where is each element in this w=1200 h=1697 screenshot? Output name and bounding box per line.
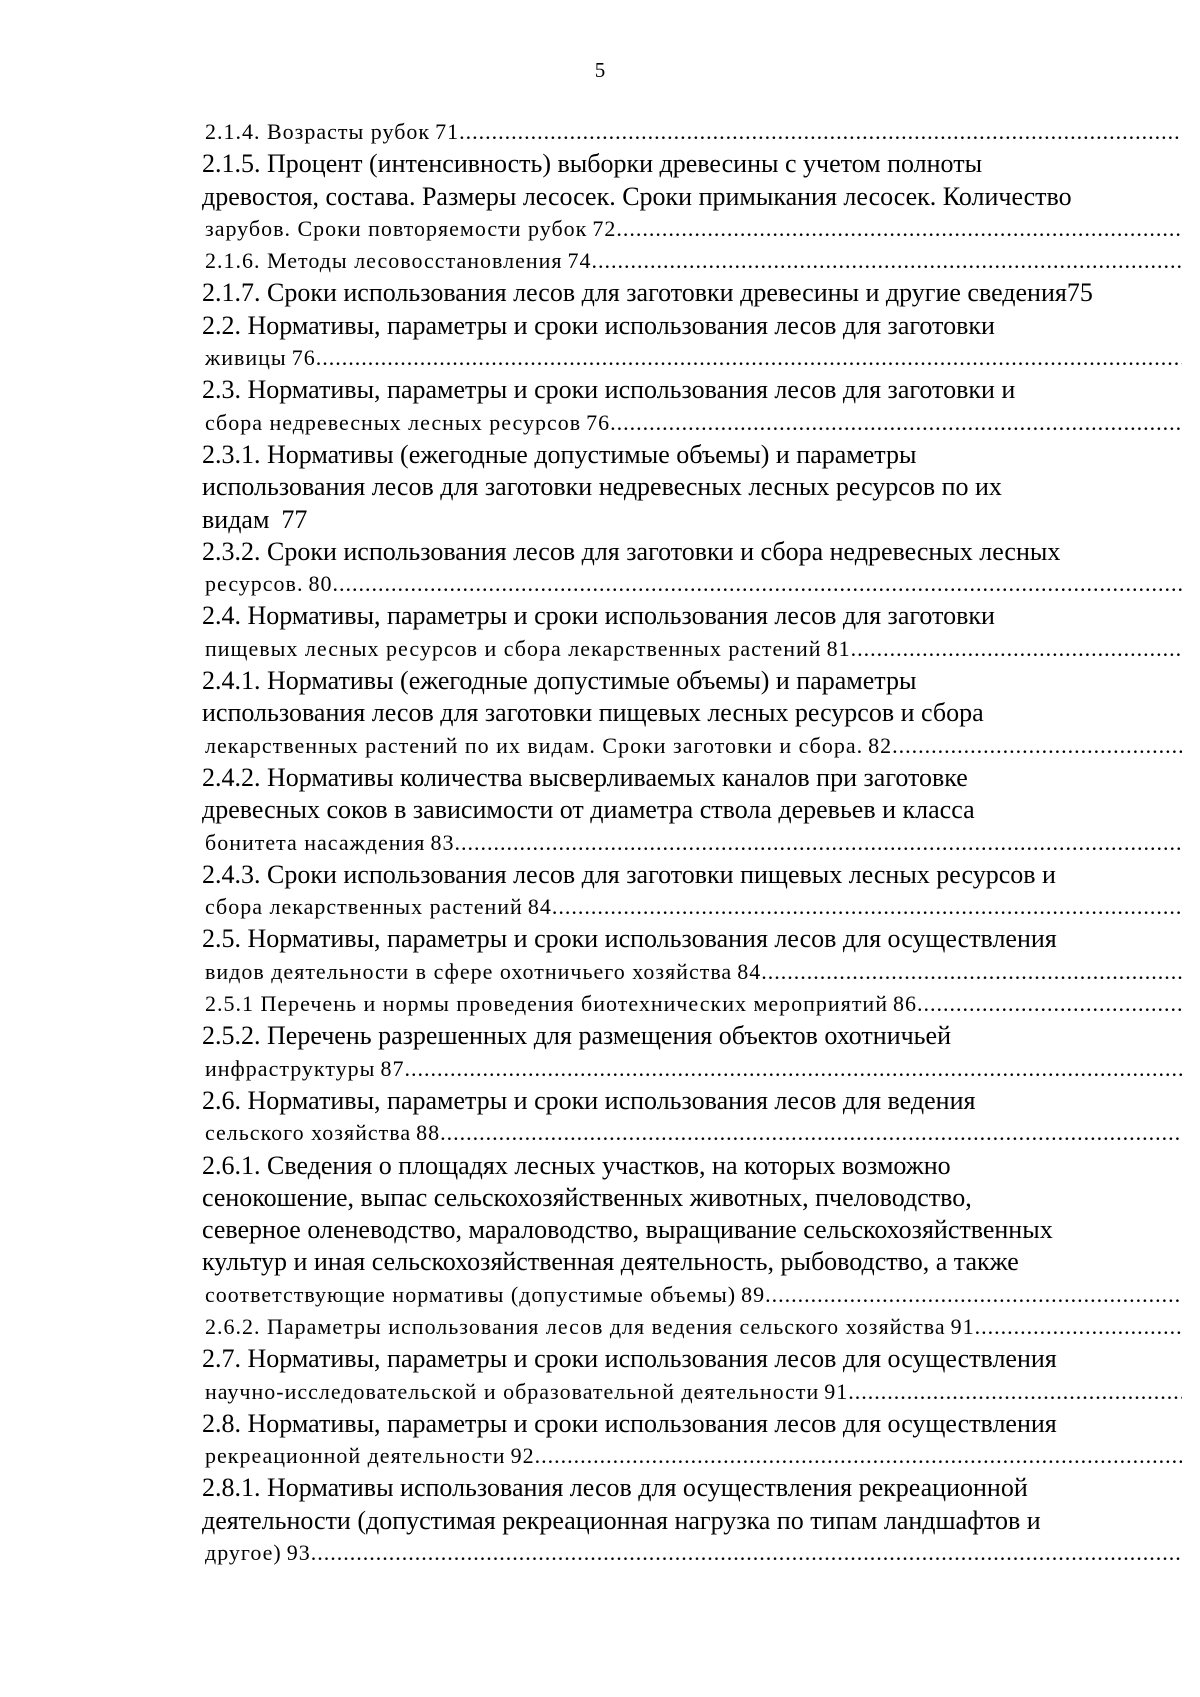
toc-entry-text: 2.1.4. Возрасты рубок	[205, 119, 431, 144]
toc-entry-line	[202, 277, 1184, 309]
toc-entry-line	[205, 1537, 1182, 1569]
toc-entry-line	[205, 1440, 1182, 1472]
toc-entry-text: 2.4.3. Сроки использования лесов для заготовки пищевых лесных ресурсов и	[202, 859, 1056, 889]
toc-entry-line	[205, 1376, 1182, 1408]
toc-entry-line	[205, 1053, 1182, 1085]
toc-entry-text: использования лесов для заготовки пищевых лесных ресурсов и сбора	[202, 698, 984, 728]
toc-entry-text: 2.2. Нормативы, параметры и сроки использования лесов для заготовки	[202, 310, 995, 340]
toc-entry-text: 2.7. Нормативы, параметры и сроки использования лесов для осуществления	[202, 1344, 1057, 1374]
toc-entry-line	[202, 310, 1184, 342]
toc-entry-text: зарубов. Сроки повторяемости рубок	[205, 215, 588, 241]
toc-page-number: 76	[291, 345, 316, 371]
toc-entry-text: 2.5. Нормативы, параметры и сроки использования лесов для осуществления	[202, 924, 1057, 954]
toc-page-number: 76	[586, 409, 611, 435]
toc-entry[interactable]	[202, 1408, 1184, 1473]
toc-entry-line	[202, 1472, 1184, 1504]
toc-entry-line	[202, 536, 1184, 568]
toc-entry-text: 2.4.1. Нормативы (ежегодные допустимые объемы) и параметры	[202, 666, 917, 696]
toc-page-number: 81	[826, 635, 851, 661]
toc-entry-text: соответствующие нормативы (допустимые объемы)	[205, 1281, 737, 1307]
toc-entry-text: видов деятельности в сфере охотничьего хозяйства	[205, 958, 733, 984]
toc-entry-text: 2.6.2. Параметры использования лесов для ведения сельского хозяйства	[205, 1313, 946, 1339]
toc-entry[interactable]	[202, 245, 1184, 277]
toc-entry-line	[202, 1020, 1184, 1052]
toc-entry-text: культур и иная сельскохозяйственная деятельность, рыбоводство, а также	[202, 1247, 1019, 1277]
toc-entry-line	[205, 1279, 1182, 1311]
table-of-contents	[202, 116, 1184, 1569]
toc-entry-line	[205, 988, 1182, 1020]
toc-page-number: 91	[950, 1313, 975, 1339]
toc-entry-line	[202, 600, 1184, 632]
toc-entry[interactable]	[202, 1311, 1184, 1343]
toc-entry-text: 2.1.6. Методы лесовосстановления	[205, 248, 563, 274]
toc-entry-text: видам	[202, 504, 270, 534]
toc-entry-text: научно-исследовательской и образовательной деятельности	[205, 1378, 820, 1404]
toc-entry-text: 2.5.1 Перечень и нормы проведения биотехнических мероприятий	[205, 991, 888, 1017]
toc-entry-text: сбора недревесных лесных ресурсов	[205, 409, 582, 435]
toc-entry-line	[202, 1505, 1184, 1537]
toc-entry-line	[205, 633, 1182, 665]
toc-entry-line	[205, 342, 1182, 374]
toc-entry-line	[205, 1117, 1182, 1149]
toc-entry-line	[202, 1214, 1184, 1246]
toc-entry-text: бонитета насаждения	[205, 829, 426, 855]
toc-entry-text: рекреационной деятельности	[205, 1443, 506, 1469]
toc-entry-text: 2.4. Нормативы, параметры и сроки использования лесов для заготовки	[202, 601, 995, 631]
toc-entry-text: использования лесов для заготовки недревесных лесных ресурсов по их	[202, 472, 1002, 502]
toc-entry-line	[205, 827, 1182, 859]
toc-page-number: 74	[567, 248, 592, 274]
toc-entry-line	[202, 1343, 1184, 1375]
toc-entry-text: древесных соков в зависимости от диаметра ствола деревьев и класса	[202, 795, 975, 825]
toc-entry-text: 2.8.1. Нормативы использования лесов для осуществления рекреационной	[202, 1473, 1028, 1503]
toc-entry-line	[205, 213, 1182, 245]
toc-page-number: 84	[737, 958, 762, 984]
toc-entry-line	[202, 1150, 1184, 1182]
toc-entry[interactable]	[202, 1020, 1184, 1085]
toc-page-number: 82	[868, 732, 893, 758]
toc-entry-text: древостоя, состава. Размеры лесосек. Сроки примыкания лесосек. Количество	[202, 181, 1072, 211]
toc-entry-line	[202, 439, 1184, 471]
page-number: 5	[594, 58, 606, 82]
toc-entry[interactable]	[202, 277, 1184, 309]
toc-entry-line	[202, 1246, 1184, 1278]
toc-entry-text: 2.4.2. Нормативы количества высверливаемых каналов при заготовке	[202, 762, 968, 792]
toc-page-number: 89	[741, 1281, 766, 1307]
toc-page-number: 80	[308, 571, 333, 597]
toc-entry-text: 2.6. Нормативы, параметры и сроки использования лесов для ведения	[202, 1085, 976, 1115]
toc-entry-text: живицы	[205, 345, 287, 371]
toc-entry-text: ресурсов.	[205, 571, 304, 597]
toc-entry-line	[205, 116, 1182, 148]
toc-entry[interactable]	[202, 859, 1184, 924]
toc-entry[interactable]	[202, 116, 1184, 148]
toc-entry-text: 2.6.1. Сведения о площадях лесных участков, на которых возможно	[202, 1150, 951, 1180]
toc-entry-line	[205, 891, 1182, 923]
toc-entry-text: 2.5.2. Перечень разрешенных для размещения объектов охотничьей	[202, 1021, 951, 1051]
toc-page-number: 88	[416, 1120, 441, 1146]
toc-entry-text: сбора лекарственных растений	[205, 894, 523, 920]
toc-entry-line	[202, 374, 1184, 406]
toc-entry[interactable]	[202, 1085, 1184, 1150]
toc-entry-text: другое)	[205, 1540, 282, 1566]
toc-entry-text: 2.1.5. Процент (интенсивность) выборки древесины с учетом полноты	[202, 149, 983, 179]
toc-entry-line	[202, 665, 1184, 697]
toc-entry-line	[202, 762, 1184, 794]
toc-entry[interactable]	[202, 1472, 1184, 1569]
toc-entry-line	[202, 148, 1184, 180]
toc-entry[interactable]	[202, 665, 1184, 762]
toc-entry[interactable]	[202, 762, 1184, 859]
toc-entry-line	[202, 697, 1184, 729]
toc-entry-text: северное оленеводство, мараловодство, выращивание сельскохозяйственных	[202, 1215, 1053, 1245]
toc-entry-line	[202, 181, 1184, 213]
toc-entry-text: деятельности (допустимая рекреационная нагрузка по типам ландшафтов и	[202, 1505, 1041, 1535]
toc-page-number: 71	[435, 119, 460, 144]
toc-entry-line	[202, 794, 1184, 826]
toc-entry[interactable]	[202, 536, 1184, 601]
toc-entry[interactable]	[202, 923, 1184, 988]
toc-entry-line	[202, 471, 1184, 503]
toc-entry-line	[202, 504, 1184, 536]
toc-entry-text: 2.3.1. Нормативы (ежегодные допустимые объемы) и параметры	[202, 439, 917, 469]
toc-entry-text: 2.3. Нормативы, параметры и сроки использования лесов для заготовки и	[202, 375, 1016, 405]
toc-entry-line	[202, 1085, 1184, 1117]
toc-entry[interactable]	[202, 374, 1184, 439]
toc-page-number: 86	[892, 991, 917, 1017]
toc-entry[interactable]	[202, 1150, 1184, 1311]
toc-entry-line	[205, 407, 1182, 439]
toc-entry-line	[202, 923, 1184, 955]
toc-page-number: 92	[510, 1443, 535, 1469]
toc-page-number: 91	[824, 1378, 849, 1404]
toc-entry-text: сельского хозяйства	[205, 1120, 412, 1146]
toc-entry[interactable]	[202, 988, 1184, 1020]
toc-entry[interactable]	[202, 310, 1184, 375]
toc-entry-line	[205, 730, 1182, 762]
toc-entry-text: инфраструктуры	[205, 1055, 376, 1081]
toc-page-number: 93	[286, 1540, 311, 1566]
toc-entry-text: 2.1.7. Сроки использования лесов для заготовки древесины и другие сведения	[202, 278, 1067, 308]
toc-entry[interactable]	[202, 1343, 1184, 1408]
toc-page-number: 83	[430, 829, 455, 855]
toc-entry-line	[202, 1182, 1184, 1214]
toc-entry-text: 2.8. Нормативы, параметры и сроки использования лесов для осуществления	[202, 1408, 1057, 1438]
toc-page-number: 77	[281, 504, 308, 534]
toc-entry-text: 2.3.2. Сроки использования лесов для заготовки и сбора недревесных лесных	[202, 536, 1061, 566]
toc-entry-line	[205, 245, 1182, 277]
toc-entry-line	[205, 1311, 1182, 1343]
toc-entry-line	[202, 859, 1184, 891]
toc-entry[interactable]	[202, 600, 1184, 665]
toc-entry-text: пищевых лесных ресурсов и сбора лекарственных растений	[205, 635, 822, 661]
toc-entry-line	[205, 956, 1182, 988]
toc-entry-line	[202, 1408, 1184, 1440]
toc-entry-text: сенокошение, выпас сельскохозяйственных животных, пчеловодство,	[202, 1182, 972, 1212]
toc-page-number: 84	[527, 894, 552, 920]
toc-page-number: 75	[1066, 278, 1093, 308]
toc-page-number: 72	[592, 215, 617, 241]
toc-entry[interactable]	[202, 148, 1184, 245]
toc-entry-line	[205, 568, 1182, 600]
toc-page-number: 87	[380, 1055, 405, 1081]
toc-entry[interactable]	[202, 439, 1184, 536]
toc-entry-text: лекарственных растений по их видам. Сроки заготовки и сбора.	[205, 732, 864, 758]
